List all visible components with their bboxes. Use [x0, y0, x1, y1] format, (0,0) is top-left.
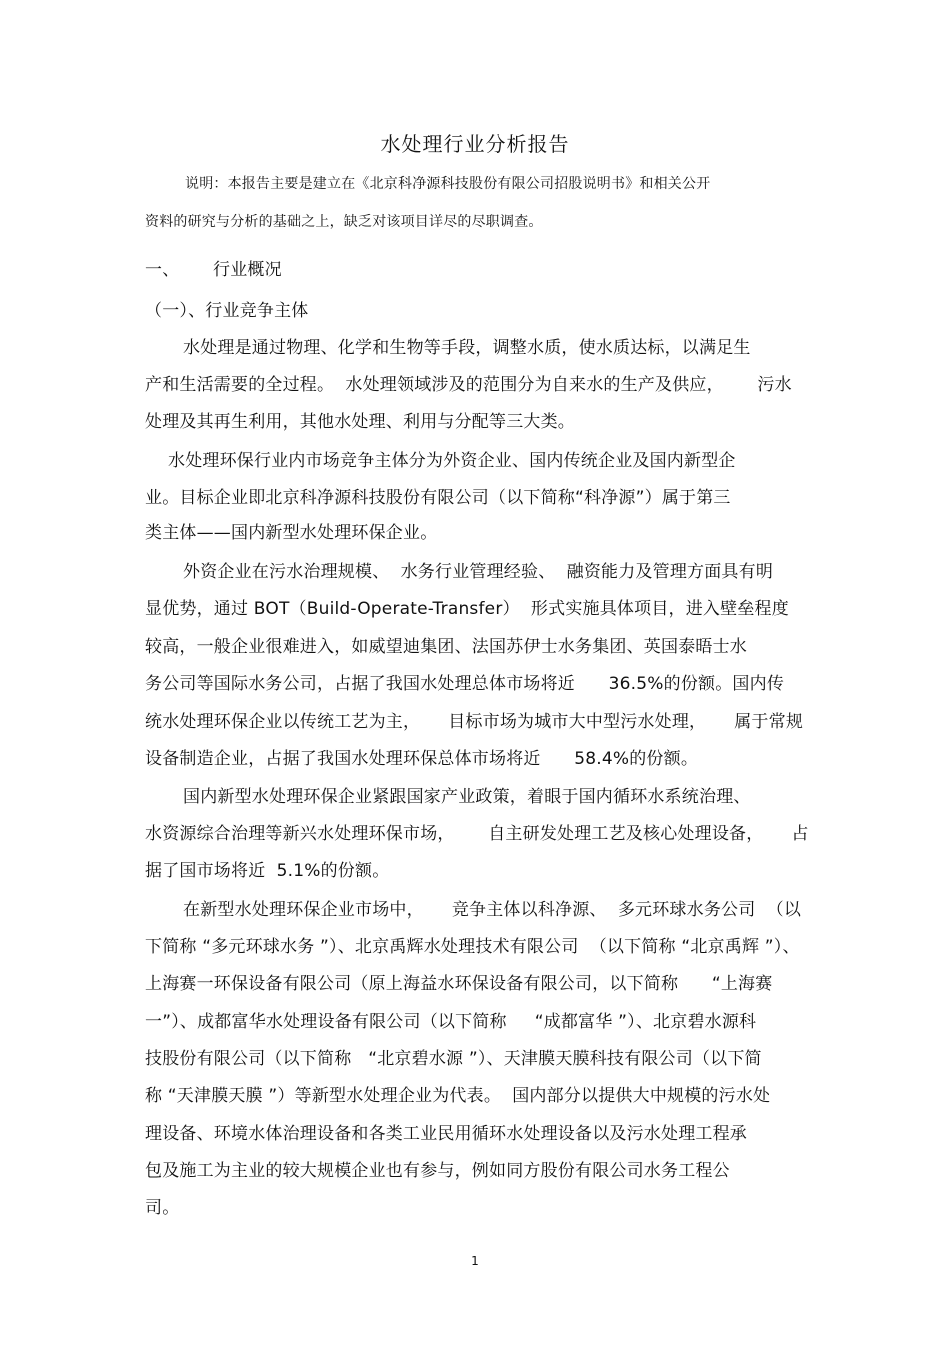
paragraph-line: 处理及其再生利用，其他水处理、利用与分配等三大类。	[145, 412, 575, 432]
paragraph-line: 理设备、环境水体治理设备和各类工业民用循环水处理设备以及污水处理工程承	[145, 1124, 747, 1144]
paragraph-line: 国内新型水处理环保企业紧跟国家产业政策，着眼于国内循环水系统治理、	[183, 787, 751, 807]
paragraph-line: 据了国市场将近 5.1%的份额。	[145, 861, 390, 881]
paragraph-line: 业。目标企业即北京科净源科技股份有限公司（以下简称“科净源”）属于第三	[145, 488, 731, 508]
paragraph-line: 一”）、成都富华水处理设备有限公司（以下简称 “成都富华 ”）、北京碧水源科	[145, 1012, 757, 1032]
paragraph-line: 技股份有限公司（以下简称 “北京碧水源 ”）、天津膜天膜科技有限公司（以下简	[145, 1049, 762, 1069]
note-line: 说明：本报告主要是建立在《北京科净源科技股份有限公司招股说明书》和相关公开	[185, 176, 711, 192]
paragraph-line: 司。	[145, 1198, 180, 1218]
paragraph-line: 水处理是通过物理、化学和生物等手段，调整水质，使水质达标，以满足生	[183, 338, 751, 358]
paragraph-line: 在新型水处理环保企业市场中， 竞争主体以科净源、 多元环球水务公司 （以	[183, 900, 802, 920]
paragraph-line: 统水处理环保企业以传统工艺为主， 目标市场为城市大中型污水处理， 属于常规	[145, 712, 804, 732]
paragraph-line: 较高，一般企业很难进入，如威望迪集团、法国苏伊士水务集团、英国泰晤士水	[145, 637, 747, 657]
paragraph-line: 称 “天津膜天膜 ”）等新型水处理企业为代表。 国内部分以提供大中规模的污水处	[145, 1086, 771, 1106]
paragraph-line: 外资企业在污水治理规模、 水务行业管理经验、 融资能力及管理方面具有明	[183, 562, 774, 582]
paragraph-line: 下简称 “多元环球水务 ”）、北京禹辉水处理技术有限公司 （以下简称 “北京禹辉 ”）、	[145, 937, 800, 957]
document-title: 水处理行业分析报告	[380, 132, 570, 156]
paragraph-line: 显优势，通过 BOT（Build-Operate-Transfer） 形式实施具体项目，进入壁垒程度	[145, 599, 789, 619]
paragraph-line: 设备制造企业，占据了我国水处理环保总体市场将近 58.4%的份额。	[145, 749, 699, 769]
paragraph-line: 产和生活需要的全过程。 水处理领域涉及的范围分为自来水的生产及供应， 污水	[145, 375, 792, 395]
paragraph-line: 水资源综合治理等新兴水处理环保市场， 自主研发处理工艺及核心处理设备， 占	[145, 824, 809, 844]
section-heading: 一、 行业概况	[145, 260, 282, 280]
paragraph-line: 类主体——国内新型水处理环保企业。	[145, 523, 438, 543]
subsection-heading: （一）、行业竞争主体	[145, 301, 309, 321]
paragraph-line: 水处理环保行业内市场竞争主体分为外资企业、国内传统企业及国内新型企	[168, 451, 736, 471]
page-number: 1	[471, 1254, 479, 1268]
note-line: 资料的研究与分析的基础之上，缺乏对该项目详尽的尽职调查。	[145, 214, 543, 230]
paragraph-line: 包及施工为主业的较大规模企业也有参与，例如同方股份有限公司水务工程公	[145, 1161, 730, 1181]
paragraph-line: 务公司等国际水务公司，占据了我国水处理总体市场将近 36.5%的份额。国内传	[145, 674, 785, 694]
paragraph-line: 上海赛一环保设备有限公司（原上海益水环保设备有限公司，以下简称 “上海赛	[145, 974, 773, 994]
